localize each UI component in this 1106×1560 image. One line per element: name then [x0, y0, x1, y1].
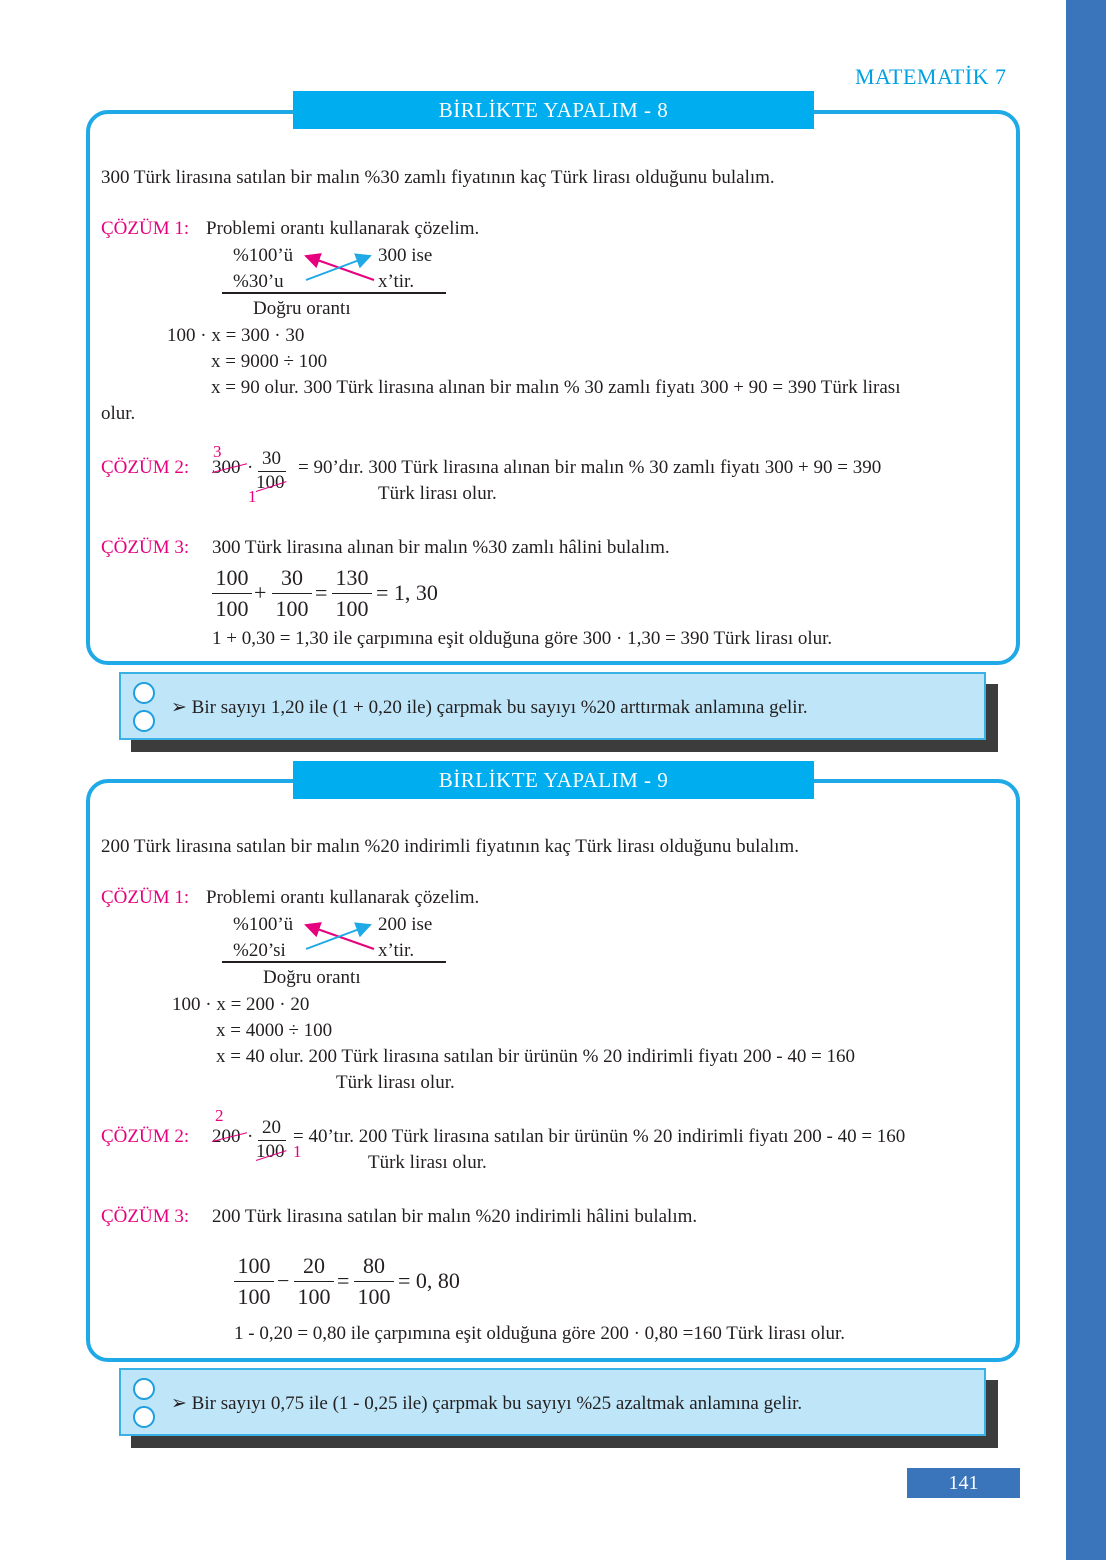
- proportion-divider: [222, 292, 446, 294]
- cancelled-number: 200: [212, 1126, 241, 1147]
- problem-text: 200 Türk lirasına satılan bir malın %20 indirimli fiyatının kaç Türk lirası olduğunu bulalım.: [101, 836, 799, 857]
- cancel-result-top: 2: [215, 1106, 224, 1125]
- equation-3-cont: Türk lirası olur.: [336, 1072, 455, 1093]
- denominator: 100: [237, 1284, 271, 1309]
- plus-operator: +: [254, 580, 267, 605]
- solution-text: 300 Türk lirasına alınan bir malın %30 zamlı hâlini bulalım.: [212, 537, 670, 558]
- proportion-right-top: 300 ise: [378, 245, 433, 266]
- solution-text-cont: Türk lirası olur.: [378, 483, 497, 504]
- cancel-result-bottom: 1: [293, 1142, 302, 1161]
- ring-icon: [133, 710, 155, 732]
- page-number: 141: [907, 1468, 1020, 1498]
- proportion-left-top: %100’ü: [233, 914, 294, 935]
- proportion-right-bottom: x’tir.: [378, 271, 415, 292]
- fraction-denominator: 100: [256, 472, 285, 493]
- solution-label: ÇÖZÜM 3:: [101, 537, 190, 558]
- equals-operator: =: [315, 580, 328, 605]
- fraction: [212, 563, 252, 624]
- cross-arrows-icon: [298, 919, 378, 955]
- denominator: 100: [275, 596, 309, 621]
- info-note: [119, 672, 986, 740]
- cross-arrows-icon: [298, 250, 378, 286]
- direct-proportion-label: Doğru orantı: [263, 967, 361, 988]
- fraction: [332, 563, 372, 624]
- denominator: 100: [335, 596, 369, 621]
- solution-text: 200 Türk lirasına satılan bir malın %20 indirimli hâlini bulalım.: [212, 1206, 698, 1227]
- section-9-panel: [86, 779, 1020, 1362]
- info-note: [119, 1368, 986, 1436]
- fraction-numerator: 20: [262, 1117, 281, 1138]
- solution-text-cont: Türk lirası olur.: [368, 1152, 487, 1173]
- numerator: 100: [215, 565, 249, 590]
- fraction-denominator: 100: [256, 1141, 285, 1162]
- direct-proportion-label: Doğru orantı: [253, 298, 351, 319]
- equation-2: x = 9000 ÷ 100: [211, 351, 328, 372]
- fraction-result: = 0, 80: [398, 1268, 460, 1293]
- solution-label: ÇÖZÜM 3:: [101, 1206, 190, 1227]
- problem-text: 300 Türk lirasına satılan bir malın %30 zamlı fiyatının kaç Türk lirası olduğunu bulalım.: [101, 167, 775, 188]
- solution-label: ÇÖZÜM 2:: [101, 457, 190, 478]
- solution-conclusion: 1 + 0,30 = 1,30 ile çarpımına eşit olduğuna göre 300 · 1,30 = 390 Türk lirası olur.: [212, 628, 833, 649]
- numerator: 30: [281, 565, 303, 590]
- equation-3-end: olur.: [101, 403, 136, 424]
- denominator: 100: [297, 1284, 331, 1309]
- numerator: 80: [363, 1253, 385, 1278]
- denominator: 100: [357, 1284, 391, 1309]
- proportion-divider: [222, 961, 446, 963]
- solution-text: Problemi orantı kullanarak çözelim.: [206, 218, 480, 239]
- fraction: [272, 563, 312, 624]
- ring-icon: [133, 1406, 155, 1428]
- cancelled-number: 300: [212, 457, 241, 478]
- proportion-right-bottom: x’tir.: [378, 940, 415, 961]
- equals-operator: =: [337, 1268, 350, 1293]
- solution-text: = 40’tır. 200 Türk lirasına satılan bir ürünün % 20 indirimli fiyatı 200 - 40 = 160: [293, 1126, 906, 1147]
- minus-operator: −: [277, 1268, 290, 1293]
- equation-1: 100 · x = 300 · 30: [167, 325, 305, 346]
- dot-operator: ·: [247, 457, 254, 478]
- solution-text: = 90’dır. 300 Türk lirasına alınan bir malın % 30 zamlı fiyatı 300 + 90 = 390: [298, 457, 882, 478]
- equation-2: x = 4000 ÷ 100: [216, 1020, 333, 1041]
- note-text: ➢ Bir sayıyı 1,20 ile (1 + 0,20 ile) çarpmak bu sayıyı %20 arttırmak anlamına gelir.: [171, 697, 808, 718]
- equation-3: x = 90 olur. 300 Türk lirasına alınan bir malın % 30 zamlı fiyatı 300 + 90 = 390 Türk lirası: [211, 377, 901, 398]
- note-text: ➢ Bir sayıyı 0,75 ile (1 - 0,25 ile) çarpmak bu sayıyı %25 azaltmak anlamına gelir.: [171, 1393, 803, 1414]
- solution-conclusion: 1 - 0,20 = 0,80 ile çarpımına eşit olduğuna göre 200 · 0,80 =160 Türk lirası olur.: [234, 1323, 846, 1344]
- solution-label: ÇÖZÜM 2:: [101, 1126, 190, 1147]
- fraction-numerator: 30: [262, 448, 281, 469]
- fraction: [354, 1251, 394, 1312]
- solution-text: Problemi orantı kullanarak çözelim.: [206, 887, 480, 908]
- numerator: 130: [335, 565, 369, 590]
- fraction-result: = 1, 30: [376, 580, 438, 605]
- proportion-right-top: 200 ise: [378, 914, 433, 935]
- section-9-title: BİRLİKTE YAPALIM - 9: [293, 761, 814, 799]
- equation-3: x = 40 olur. 200 Türk lirasına satılan bir ürünün % 20 indirimli fiyatı 200 - 40 = 160: [216, 1046, 856, 1067]
- dot-operator: ·: [247, 1126, 254, 1147]
- page-side-bar: [1066, 0, 1106, 1560]
- proportion-left-top: %100’ü: [233, 245, 294, 266]
- proportion-left-bottom: %20’si: [233, 940, 286, 961]
- cancel-result-top: 3: [213, 442, 222, 461]
- denominator: 100: [215, 596, 249, 621]
- numerator: 20: [303, 1253, 325, 1278]
- fraction: [234, 1251, 274, 1312]
- proportion-left-bottom: %30’u: [233, 271, 284, 292]
- solution-label: ÇÖZÜM 1:: [101, 218, 190, 239]
- numerator: 100: [237, 1253, 271, 1278]
- ring-icon: [133, 682, 155, 704]
- solution-label: ÇÖZÜM 1:: [101, 887, 190, 908]
- section-8-title: BİRLİKTE YAPALIM - 8: [293, 91, 814, 129]
- ring-icon: [133, 1378, 155, 1400]
- equation-1: 100 · x = 200 · 20: [172, 994, 310, 1015]
- subject-header: MATEMATİK 7: [855, 64, 1007, 89]
- cancel-result-bottom: 1: [248, 487, 257, 506]
- fraction: [294, 1251, 334, 1312]
